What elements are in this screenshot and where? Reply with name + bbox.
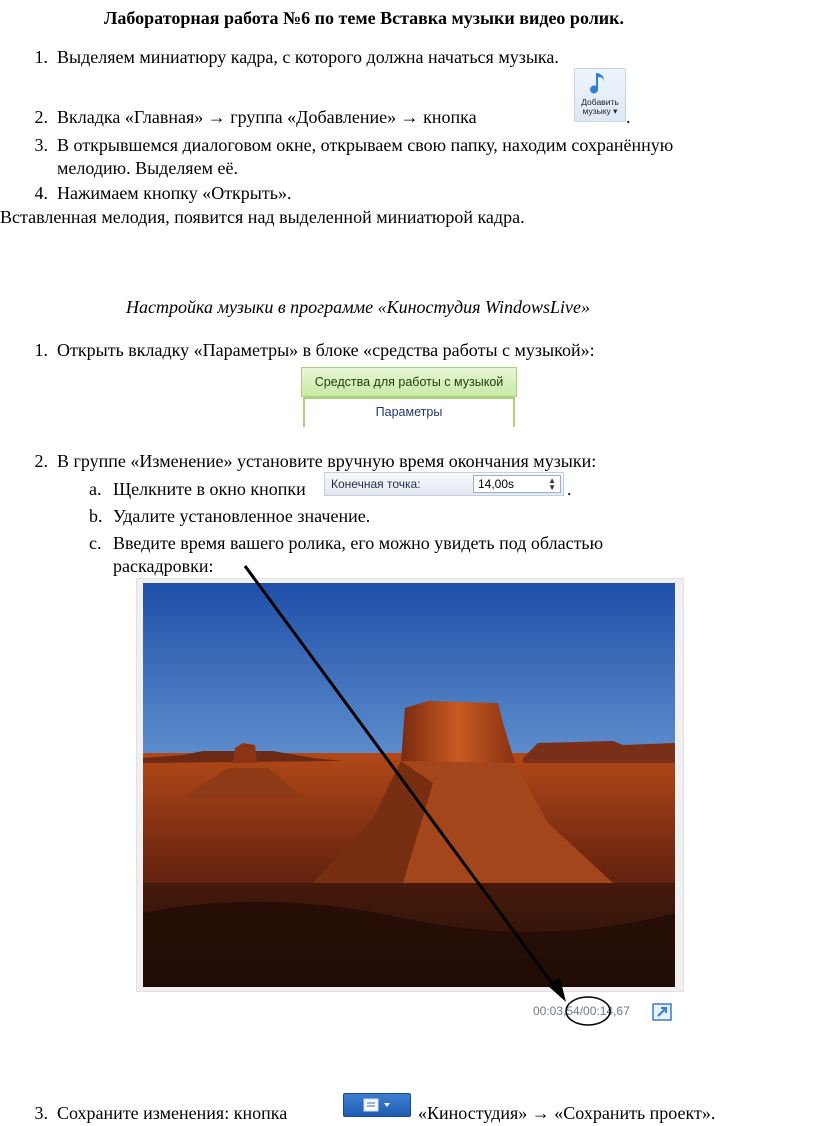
substep-letter: c. xyxy=(89,533,102,553)
movie-maker-menu-button[interactable] xyxy=(343,1093,411,1117)
list-number: 4. xyxy=(34,183,48,203)
spinner-arrows-icon[interactable]: ▲ ▼ xyxy=(548,476,556,492)
end-point-label: Конечная точка: xyxy=(331,477,421,491)
list-item-text: Вкладка «Главная» → группа «Добавление» → кнопка xyxy=(57,107,477,127)
list-item-text: Нажимаем кнопку «Открыть». xyxy=(57,183,292,203)
period: . xyxy=(567,479,572,499)
page-title: Лабораторная работа №6 по теме Вставка музыки видео ролик. xyxy=(104,8,625,28)
substep-letter: a. xyxy=(89,479,102,499)
list-item-text: В группе «Изменение» установите вручную время окончания музыки: xyxy=(57,451,597,471)
list-item-text: В открывшемся диалоговом окне, открываем свою папку, находим сохранённую xyxy=(57,135,674,155)
substep-text-cont: раскадровки: xyxy=(113,556,214,576)
period: . xyxy=(626,107,631,127)
list-item-text: Сохраните изменения: кнопка xyxy=(57,1103,288,1123)
add-music-label-2: музыку ▾ xyxy=(582,106,618,116)
list-item-text-cont: мелодию. Выделяем её. xyxy=(57,158,238,178)
section-subtitle: Настройка музыки в программе «Киностудия WindowsLive» xyxy=(126,297,590,317)
tab-music-tools[interactable]: Средства для работы с музыкой xyxy=(301,367,517,397)
highlight-ellipse xyxy=(563,995,613,1027)
substep-letter: b. xyxy=(89,506,103,526)
substep-text: Щелкните в окно кнопки xyxy=(113,479,306,499)
expand-icon[interactable] xyxy=(652,1003,672,1021)
add-music-label: Добавить xyxy=(581,97,619,107)
substep-text: Удалите установленное значение. xyxy=(113,506,371,526)
tab-parameters[interactable]: Параметры xyxy=(303,397,515,427)
list-item-text: Выделяем миниатюру кадра, с которого должна начаться музыка. xyxy=(57,47,559,67)
list-number: 2. xyxy=(34,451,48,471)
substep-text: Введите время вашего ролика, его можно увидеть под областью xyxy=(113,533,604,553)
list-number: 3. xyxy=(34,135,48,155)
movie-maker-menu-icon xyxy=(344,1094,410,1116)
list-number: 1. xyxy=(34,47,48,67)
note-text: Вставленная мелодия, появится над выделенной миниатюрой кадра. xyxy=(0,207,525,227)
list-number: 2. xyxy=(34,107,48,127)
timecode-readout: 00:03,54/00:14,67 xyxy=(533,1004,630,1018)
list-item-text-after: «Киностудия» → «Сохранить проект». xyxy=(418,1103,716,1123)
end-point-value: 14,00s xyxy=(478,477,515,491)
list-item-text: Открыть вкладку «Параметры» в блоке «средства работы с музыкой»: xyxy=(57,340,595,360)
list-number: 1. xyxy=(34,340,48,360)
list-number: 3. xyxy=(34,1103,48,1123)
